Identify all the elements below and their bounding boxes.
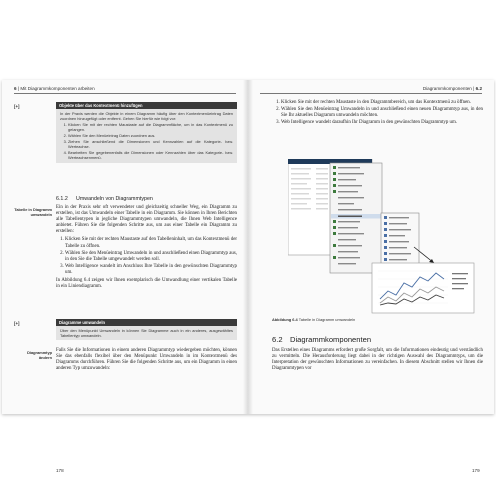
tip-box-convert-charts <box>56 319 237 340</box>
margin-note-table-to-chart: Tabelle in Diagramm umwandeln <box>14 207 52 217</box>
section-number: 6.2 <box>272 335 283 344</box>
right-header-title: Diagrammkomponenten <box>422 86 472 91</box>
tip-step: 1. Klicken Sie mit der rechten Maustaste auf die Diagrammfläche, um in das Kontextmenü zu gelangen. <box>68 122 233 132</box>
convert-submenu <box>381 213 419 265</box>
tip-box-context-menu <box>56 102 237 163</box>
right-header-sep: | <box>473 86 475 91</box>
step-item: 2. Wählen Sie den Menüeintrag Umwandeln in und anschließend einen neuen Diagrammtyp aus, in den Sie Ihr aktuelles Diagramm umwandeln möchten. <box>281 107 483 119</box>
paragraph: In Abbildung 6.4 zeigen wir Ihnen exemplarisch die Umwandlung einer vertikalen Tabelle in ein Liniendiagramm. <box>56 278 237 290</box>
step-item: 1. Klicken Sie mit der rechten Maustaste in den Diagrammbereich, um das Kontextmenü zu öffnen. <box>281 100 483 106</box>
tip-icon: [+] <box>14 321 20 326</box>
steps-list <box>272 100 483 126</box>
section-heading-6-1-2 <box>56 196 153 202</box>
tip-box-title: Diagramme umwandeln <box>56 319 237 326</box>
figure-caption-text: Tabelle in Diagramm umwandeln <box>298 317 356 322</box>
paragraph: Falls Sie die Informationen in einem anderen Diagrammtyp wiedergeben möchten, können Sie das ebenfalls flexibel über den Menüpunkt Umwandeln in im Kontextmenü des Diagramms durchführen. Führen Sie die folgenden Schritte aus, um ein Diagramm in einen anderen Typ umzuwandeln: <box>56 348 237 372</box>
right-body-text <box>272 100 483 128</box>
left-page <box>4 80 244 473</box>
tip-step: 2. Wählen Sie den Menüeintrag Daten zuordnen aus. <box>68 133 233 138</box>
step-item: 3. Web Intelligence wandelt daraufhin Ihr Diagramm in den gewünschten Diagrammtyp um. <box>281 120 483 126</box>
figure-label: Abbildung 6.4 <box>272 317 298 322</box>
tip-box-title: Objekte über das Kontextmenü hinzufügen <box>56 102 237 109</box>
left-header-title: Mit Diagrammkomponenten arbeiten <box>20 86 95 91</box>
right-running-header <box>260 86 482 94</box>
right-page <box>252 80 492 473</box>
tip-box-steps <box>60 122 233 160</box>
tip-step: 3. Ziehen Sie anschließend die Dimensionen und Kennzahlen auf die Kategorie- bzw. Werteachse. <box>68 139 233 149</box>
paragraph: Ein in der Praxis sehr oft verwendeter und gleichzeitig schneller Weg, ein Diagramm zu erstellen, ist das Umwandeln einer Tabelle in ein Diagramm. Sie können in Ihren Berichten alle Tabellentypen in jegliche Diagrammtypen umwandeln, die Ihnen Web Intelligence anbietet. Führen Sie die folgenden Schritte aus, um aus einer Tabelle ein Diagramm zu erstellen: <box>56 205 237 235</box>
paragraph: Das Erstellen eines Diagramms erfordert große Sorgfalt, um die Informationen eindeutig und verständlich zu vermitteln. Die Herausforderung liegt dabei in der richtigen Auswahl des Diagrammtyps, um die Interpretation der gewünschten Informationen zu vereinfachen. In diesem Abschnitt stellen wir Ihnen die Diagrammtypen vor <box>272 348 483 372</box>
left-header-sep: | <box>17 86 20 91</box>
left-header-chapter-num: 6 <box>14 86 17 91</box>
tip-icon: [+] <box>14 104 20 109</box>
figure-caption <box>272 317 355 322</box>
step-item: 2. Wählen Sie den Menüeintrag Umwandeln in und anschließend einen Diagrammtyp aus, in den Sie die Tabelle umgewandelt werden soll. <box>65 251 237 263</box>
tip-box-intro: In der Praxis werden die Objekte in einem Diagramm häufig über den Kontextmenüeintrag Daten zuordnen hinzugefügt oder entfernt. Gehen Sie hierfür wie folgt vor: <box>60 111 233 121</box>
left-page-number: 178 <box>56 468 64 473</box>
left-running-header <box>14 86 236 94</box>
section-number: 6.1.2 <box>56 196 68 202</box>
tip-box-text: Über den Menüpunkt Umwandeln in können Sie Diagramme auch in ein anderes, ausgewähltes Tabellentyp umwandeln. <box>60 328 233 338</box>
right-header-section-num: 6.2 <box>475 86 482 91</box>
step-item: 3. Web Intelligence wandelt im Anschluss Ihre Tabelle in den gewünschten Diagrammtyp um. <box>65 264 237 276</box>
right-body-text-2 <box>272 348 483 374</box>
left-body-text <box>56 205 237 292</box>
right-page-number: 179 <box>472 468 480 473</box>
section-title: Umwandeln von Diagrammtypen <box>76 196 153 202</box>
section-title: Diagrammkomponenten <box>290 335 372 344</box>
section-heading-6-2 <box>272 335 371 344</box>
figure-table-to-chart-screenshot <box>288 159 476 315</box>
left-body-text-2 <box>56 348 237 374</box>
tip-step: 4. Bearbeiten Sie gegebenenfalls die Dimensionen oder Kennzahlen über das Kategorie- bzw. Werteachsenmenü. <box>68 150 233 160</box>
margin-note-change-chart-type: Diagrammtyp ändern <box>27 350 52 360</box>
step-item: 1. Klicken Sie mit der rechten Maustaste auf den Tabelleninhalt, um das Kontextmenü der Tabelle zu öffnen. <box>65 237 237 249</box>
steps-list <box>56 237 237 276</box>
